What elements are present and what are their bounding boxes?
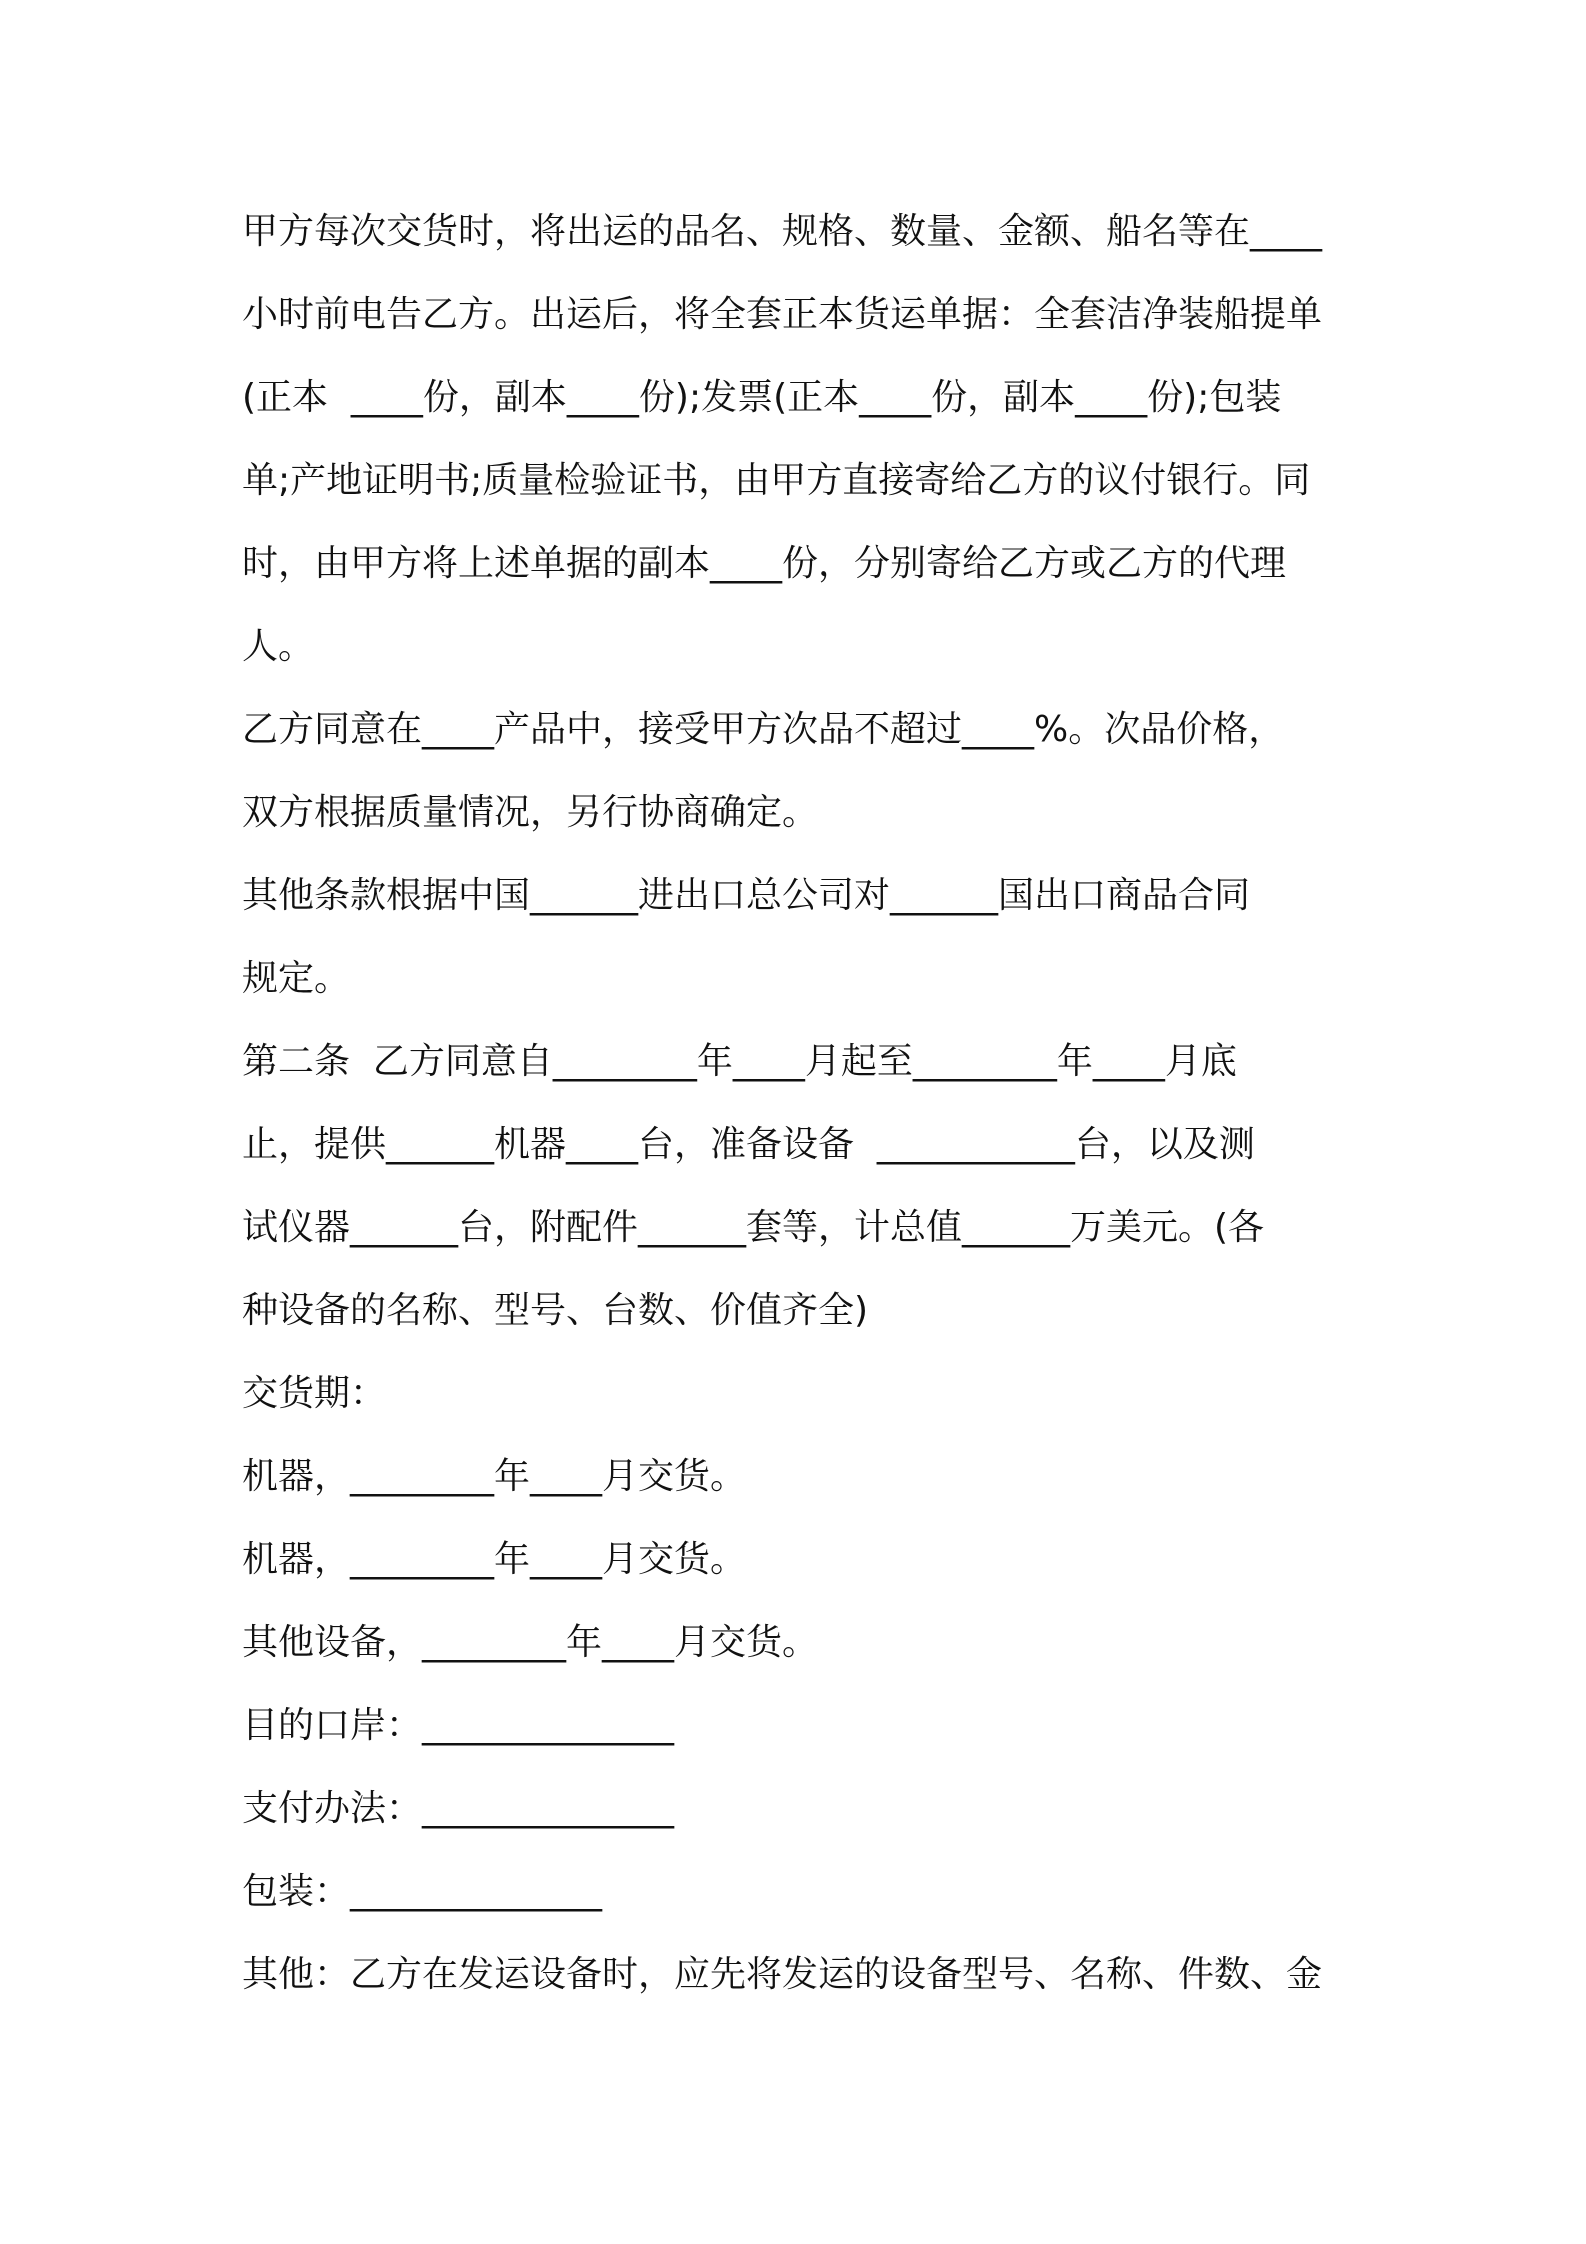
- article-two-heading-line: 第二条 乙方同意自________年____月起至________年____月底: [242, 1041, 1237, 1082]
- text-line: 乙方同意在____产品中，接受甲方次品不超过____%。次品价格，: [242, 709, 1285, 750]
- text-line: 双方根据质量情况，另行协商确定。: [242, 792, 819, 833]
- delivery-item-other-equipment: 其他设备，________年____月交货。: [242, 1622, 819, 1663]
- text-line: 止，提供______机器____台，准备设备 ___________台，以及测: [242, 1124, 1255, 1165]
- text-line: 人。: [242, 626, 315, 667]
- text-line: 试仪器______台，附配件______套等，计总值______万美元。(各: [242, 1207, 1265, 1248]
- packaging-line: 包装：______________: [242, 1871, 603, 1912]
- text-line: 单;产地证明书;质量检验证书，由甲方直接寄给乙方的议付银行。同: [242, 460, 1311, 501]
- payment-method-line: 支付办法：______________: [242, 1788, 675, 1829]
- text-line: 其他：乙方在发运设备时，应先将发运的设备型号、名称、件数、金: [242, 1954, 1323, 1995]
- delivery-item-machine: 机器，________年____月交货。: [242, 1456, 747, 1497]
- contract-body: [242, 200, 1362, 2026]
- text-line: 其他条款根据中国______进出口总公司对______国出口商品合同: [242, 875, 1251, 916]
- delivery-item-machine: 机器，________年____月交货。: [242, 1539, 747, 1580]
- destination-port-line: 目的口岸：______________: [242, 1705, 675, 1746]
- delivery-period-label: 交货期：: [242, 1373, 387, 1414]
- text-line: 种设备的名称、型号、台数、价值齐全): [242, 1290, 869, 1331]
- text-line: 甲方每次交货时，将出运的品名、规格、数量、金额、船名等在____: [242, 211, 1323, 252]
- text-line: 小时前电告乙方。出运后，将全套正本货运单据：全套洁净装船提单: [242, 294, 1323, 335]
- text-line: (正本 ____份，副本____份);发票(正本____份，副本____份);包装: [242, 377, 1282, 418]
- text-line: 规定。: [242, 958, 351, 999]
- text-line: 时，由甲方将上述单据的副本____份，分别寄给乙方或乙方的代理: [242, 543, 1287, 584]
